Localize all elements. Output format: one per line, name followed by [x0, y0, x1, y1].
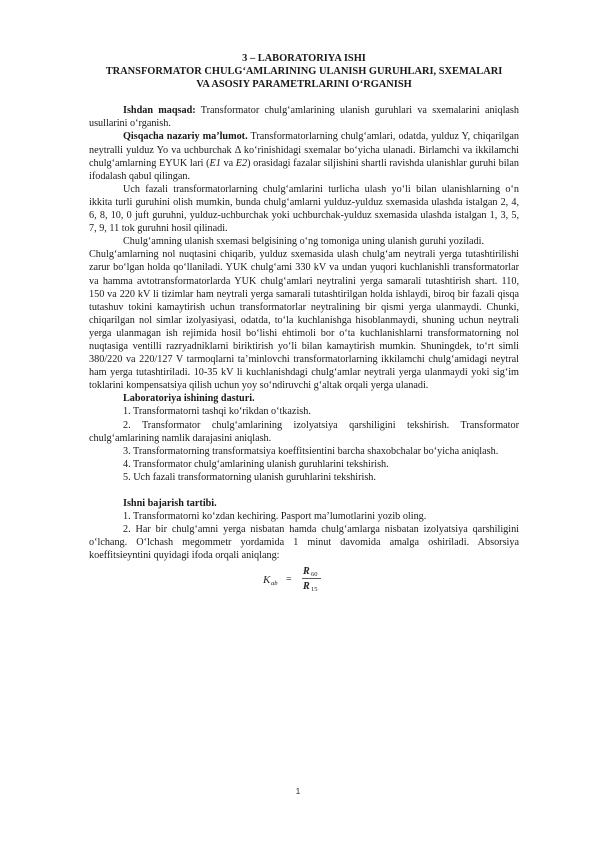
formula-lhs: K — [263, 574, 271, 587]
procedure-heading: Ishni bajarish tartibi. — [123, 498, 217, 509]
emf-e1: E1 — [209, 157, 221, 169]
procedure-item-2: 2. Har bir chulg‘amni yerga nisbatan hamda chulg‘amlarga nisbatan izolyatsiya qarshiligini o‘lchang. O‘lchash megommetr yordamida 1 minut davomida amalga oshiriladi. Absorsiya koeffitsieyntini quyidagi ifoda orqali aniqlang: — [89, 524, 519, 562]
absorption-coefficient-formula — [89, 564, 519, 594]
theory-text-c: ) orasidagi fazalar siljishini shartli ravishda ulanishlar guruhi bilan ifodalash qabul qilingan. — [89, 157, 519, 182]
program-item-5: 5. Uch fazali transformatorning ulanish guruhlarini tekshirish. — [123, 471, 376, 483]
formula-denominator-sub: 15 — [311, 586, 318, 594]
program-item-1: 1. Transformatorni tashqi ko‘rikdan o‘tkazish. — [123, 406, 311, 418]
formula-graphic — [259, 564, 349, 594]
lab-title-line-2: VA ASOSIY PARAMETRLARINI O‘RGANISH — [196, 79, 412, 91]
purpose-paragraph — [89, 104, 519, 130]
document-body — [89, 52, 519, 594]
purpose-label: Ishdan maqsad: — [123, 105, 196, 117]
theory-paragraph-4: Chulg‘amlarning nol nuqtasini chiqarib, yulduz sxemasida ulash chulg‘am neytrali yerga tutashtirilishi zarur bo‘lgan holda qo‘llaniladi. YUK chulg‘ami 330 kV va undan yuqori kuchlanishli transformatorlar va hamma avtotransformatorlarda YUK chulg‘amlari neytralini yerga samarali tutashtirish shart. 110, 150 va 220 kV li tizimlar ham neytrali yerga samarali tutashtirilgan holda ishlaydi, biroq bir fazali qisqa tutashuv tokini kamaytirish uchun transformatorlar neytralining bir qismi yerga ulanmaydi. Chunki, chiqarilgan nol simlar izolyasiyasi, odatda, to‘la kuchlanishga hisoblanmaydi, shuning uchun neytrali yerga ulanmagan ish rejimida hosil bo‘lishi ehtimoli bor o‘ta kuchlanishlarni transformatorning nol nuqtasiga ventilli razryadniklarni biriktirish yo‘li bilan kamaytirish mumkin. Shuningdek, to‘rt simli 380/220 va 220/127 V tarmoqlarni ta’minlovchi transformatorlarning ikkilamchi chulg‘amidagi neytral ham yerga tutashtiriladi. 10-35 kV li kuchlanishdagi chulg‘amlar neytrali yerga ulanmaydi yoki sig‘im toklarini kompensatsiya qilish uchun yoy so‘ndiruvchi g‘altak orqali yerga ulanadi. — [89, 249, 519, 392]
formula-lhs-sub: ab — [271, 580, 278, 588]
program-heading: Laboratoriya ishining dasturi. — [123, 393, 255, 405]
formula-denominator: R — [303, 581, 310, 593]
formula-numerator: R — [303, 566, 310, 578]
lab-title-line-1: TRANSFORMATOR CHULG‘AMLARINING ULANISH GURUHLARI, SXEMALARI — [105, 66, 503, 78]
page-number: 1 — [295, 786, 301, 796]
theory-text-a: Transformatorlarning chulg‘amlari, odatda, yulduz Y, chiqarilgan neytralli yulduz Yo va uchburchak Δ ko‘rinishidagi sxemalar bo‘yicha ulanadi. Birlamchi va ikkilamchi chulg‘amlarning EYUK lari ( — [89, 131, 519, 169]
theory-paragraph-3: Chulg‘amning ulanish sxemasi belgisining o‘ng tomoniga uning ulanish guruhi yoziladi. — [123, 236, 485, 248]
theory-paragraph-1 — [89, 130, 519, 182]
formula-equals: = — [286, 574, 292, 586]
theory-paragraph-2: Uch fazali transformatorlarning chulg‘amlarini turlicha ulash yo‘li bilan ulanishlarning o‘n ikkita turli guruhini olish mumkin, bunda chulg‘amlarni yulduz-yulduz sxemasida ulashda istalgan 2, 4, 6, 8, 10, 0 juft guruhni, yulduz-uchburchak yoki uchburchak-yulduz sxemasida ulashda istalgan 1, 3, 5, 7, 9, 11 tok guruhni hosil qilinadi. — [89, 183, 519, 235]
procedure-item-1: 1. Transformatorni ko‘zdan kechiring. Pasport ma’lumotlarini yozib oling. — [123, 511, 427, 523]
formula-numerator-sub: 60 — [311, 571, 318, 579]
emf-e2: E2 — [235, 157, 248, 169]
theory-text-b: va — [220, 157, 236, 169]
program-item-2: 2. Transformator chulg‘amlarining izolyatsiya qarshiligini tekshirish. Transformator chulg‘amlarining namlik darajasini aniqlash. — [89, 419, 519, 444]
purpose-text: Transformator chulg‘amlarining ulanish guruhlari va sxemalarini aniqlash usullarini o‘rganish. — [89, 105, 519, 130]
program-item-4: 4. Transformator chulg‘amlarining ulanish guruhlarini tekshirish. — [123, 458, 389, 470]
lab-number-title: 3 – LABORATORIYA ISHI — [242, 53, 366, 64]
theory-label: Qisqacha nazariy ma’lumot. — [123, 131, 248, 143]
program-item-3: 3. Transformatorning transformatsiya koeffitsientini barcha shaxobchalar bo‘yicha aniqlash. — [123, 445, 499, 457]
